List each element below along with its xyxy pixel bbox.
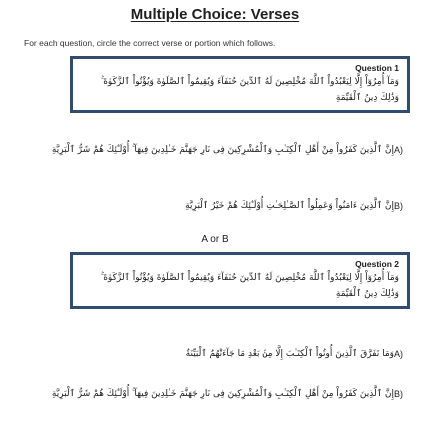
question-1-label: Question 1 [355,63,399,73]
worksheet-title: Multiple Choice: Verses [130,6,300,23]
option-letter: A) [394,145,403,155]
option-letter: B) [394,389,403,399]
option-verse: إِنَّ ٱلَّذِينَ كَفَرُواْ مِنْ أَهْلِ ٱلْكِتَـٰبِ وَٱلْمُشْرِكِينَ فِى نَارِ جَهَنَّمَ خَـٰلِدِينَ فِيهَآ ۚ أُوْلَـٰٓئِكَ هُمْ شَرُّ ٱلْبَرِيَّةِ [51,389,394,399]
option-letter: A) [394,349,403,359]
question-1-option-a[interactable] [40,142,410,158]
option-verse: إِنَّ ٱلَّذِينَ كَفَرُواْ مِنْ أَهْلِ ٱلْكِتَـٰبِ وَٱلْمُشْرِكِينَ فِى نَارِ جَهَنَّمَ خَـٰلِدِينَ فِيهَآ ۚ أُوْلَـٰٓئِكَ هُمْ شَرُّ ٱلْبَرِيَّةِ [51,145,394,155]
option-verse: وَمَا تَفَرَّقَ ٱلَّذِينَ أُوتُواْ ٱلْكِتَـٰبَ إِلَّا مِنۢ بَعْدِ مَا جَآءَتْهُمُ ٱلْبَيِّنَةُ [185,349,394,359]
question-1-box [70,56,410,113]
question-2-option-a[interactable] [40,346,410,362]
question-2-box [70,252,410,309]
question-1-option-b[interactable] [40,198,410,214]
option-letter: B) [394,201,403,211]
a-or-b-separator: A or B [201,234,229,245]
question-1-verse: وَمَآ أُمِرُوٓاْ إِلَّا لِيَعْبُدُواْ ٱللَّهَ مُخْلِصِينَ لَهُ ٱلدِّينَ حُنَفَآءَ وَيُقِيمُواْ ٱلصَّلَوٰةَ وَيُؤْتُواْ ٱلزَّكَوٰةَ ۚ وَذَٰلِكَ دِينُ ٱلْقَيِّمَةِ [100,77,399,103]
question-2-option-b[interactable] [40,386,410,402]
question-2-label: Question 2 [355,259,399,269]
option-verse: إِنَّ ٱلَّذِينَ ءَامَنُواْ وَعَمِلُواْ ٱلصَّـٰلِحَـٰتِ أُوْلَـٰٓئِكَ هُمْ خَيْرُ ٱلْبَرِيَّةِ [185,201,394,211]
question-2-verse: وَمَآ أُمِرُوٓاْ إِلَّا لِيَعْبُدُواْ ٱللَّهَ مُخْلِصِينَ لَهُ ٱلدِّينَ حُنَفَآءَ وَيُقِيمُواْ ٱلصَّلَوٰةَ وَيُؤْتُواْ ٱلزَّكَوٰةَ ۚ وَذَٰلِكَ دِينُ ٱلْقَيِّمَةِ [100,273,399,299]
instructions: For each question, circle the correct verse or portion which follows. [24,38,276,48]
